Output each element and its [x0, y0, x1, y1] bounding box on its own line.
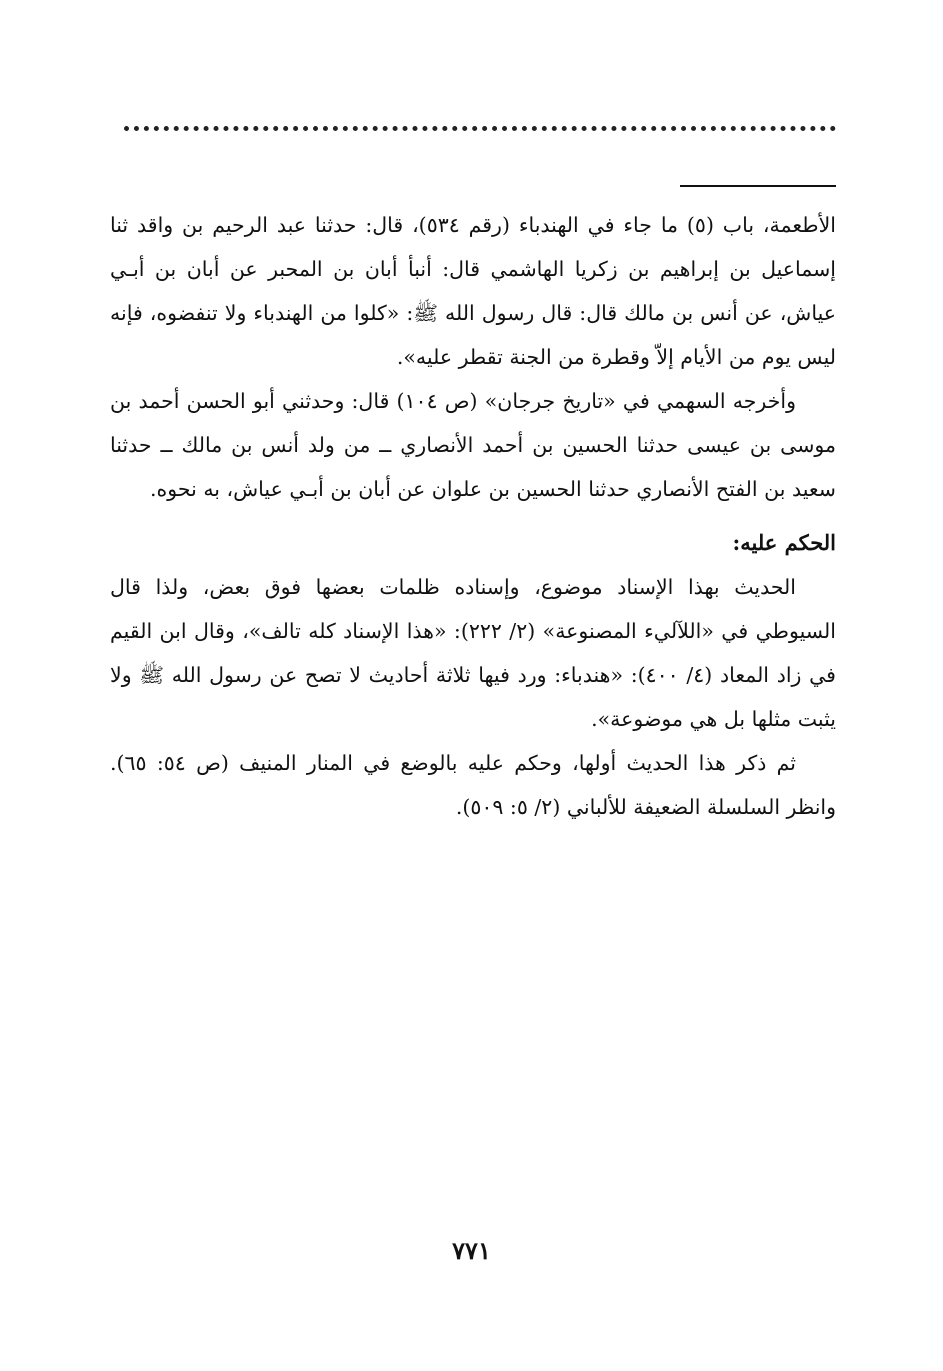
page-number: ٧٧١	[452, 1236, 491, 1265]
dotted-separator	[124, 126, 836, 131]
ruling-paragraph-1: الحديث بهذا الإسناد موضوع، وإسناده ظلمات بعضها فوق بعض، ولذا قال السيوطي في «اللآليء المصنوعة» (٢/ ٢٢٢): «هذا الإسناد كله تالف»، وقال ابن القيم في زاد المعاد (٤/ ٤٠٠): «هندباء: ورد فيها ثلاثة أحاديث لا تصح عن رسول الله ﷺ ولا يثبت مثلها بل هي موضوعة».	[110, 575, 836, 731]
footnote-paragraph-2: وأخرجه السهمي في «تاريخ جرجان» (ص ١٠٤) قال: وحدثني أبو الحسن أحمد بن موسى بن عيسى حدثنا الحسين بن أحمد الأنصاري ــ من ولد أنس بن مالك ــ حدثنا سعيد بن الفتح الأنصاري حدثنا الحسين بن علوان عن أبان بن أبـي عياش، به نحوه.	[110, 389, 836, 501]
page-content	[110, 203, 836, 829]
ruling-paragraph-2: ثم ذكر هذا الحديث أولها، وحكم عليه بالوضع في المنار المنيف (ص ٥٤: ٦٥). وانظر السلسلة الضعيفة للألباني (٢/ ٥: ٥٠٩).	[110, 751, 836, 819]
footnote-separator	[680, 185, 836, 187]
footnote-paragraph-1: الأطعمة، باب (٥) ما جاء في الهندباء (رقم ٥٣٤)، قال: حدثنا عبد الرحيم بن واقد ثنا إسماعيل بن إبراهيم بن زكريا الهاشمي قال: أنبأ أبان بن المحبر عن أبان بن أبـي عياش، عن أنس بن مالك قال: قال رسول الله ﷺ: «كلوا من الهندباء ولا تنفضوه، فإنه ليس يوم من الأيام إلاّ وقطرة من الجنة تقطر عليه».	[110, 213, 836, 369]
ruling-heading: الحكم عليه:	[732, 530, 836, 555]
